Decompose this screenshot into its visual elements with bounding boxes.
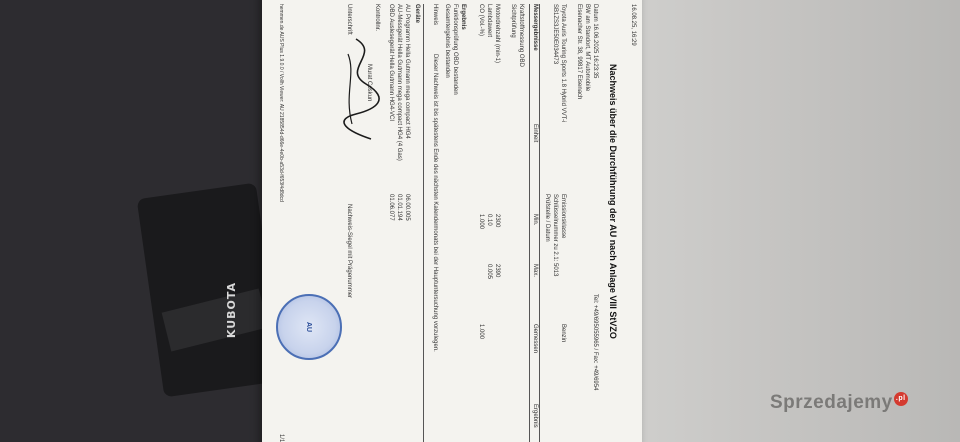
value-co-measured: 1.000: [478, 324, 484, 340]
col-max: Max.: [532, 264, 538, 278]
kubota-logo: KUBOTA: [225, 281, 238, 339]
row-sichtpruefung: Sichtprüfung: [510, 4, 516, 38]
document-title: Nachweis über die Durchführung der AU nach Anlage VIII StVZO: [608, 64, 618, 339]
sprzedajemy-brand: Sprzedajemy: [770, 392, 893, 413]
sprzedajemy-tld: .pl: [894, 392, 908, 406]
row-drehzahl: Motordrehzahl (min-1): [494, 4, 500, 64]
geraet-3: OBD Auslesegerät Hella Gutmann HG4-VCI: [388, 4, 394, 122]
row-co: CO (Vol.-%): [478, 4, 484, 37]
value-lambda-max: 0.005: [486, 264, 492, 280]
row-hinweis-text: Dieser Nachweis ist bis spätestens Ende des nächsten Kalendermonats bei der Hauptuntersuchung vorzulegen.: [432, 54, 438, 352]
handwritten-signature: [336, 34, 386, 144]
row-hinweis-label: Hinweis: [432, 4, 438, 26]
document-datum: Datum 16.06.2025 16:23:35: [592, 4, 598, 79]
col-min: Min.: [532, 214, 538, 226]
pruefer-name: Murat Coskun: [366, 64, 372, 102]
pruefstelle: Prüfstelle / Datum: [544, 194, 550, 242]
document-footer: hemmen.de AUS Plus 1.9.0.0 / Vollh Viewer: AU 2185854d-d66e-4e0b-a53d-f653f4d8dcd: [278, 4, 284, 202]
header-rule: [539, 4, 540, 442]
page-number: 1/1: [278, 434, 284, 442]
au-seal-text: AU: [305, 321, 313, 333]
row-lambda: Lambdawert: [486, 4, 492, 38]
geraete-title: Geräte: [414, 4, 420, 24]
row-gesamt-bestanden: Gesamtergebnis bestanden: [444, 4, 450, 78]
row-kraftstoff: Kraftstoffmessung OBD: [518, 4, 524, 67]
value-co-min: 1.000: [478, 214, 484, 230]
vehicle-fin: SB1ZS3JE50E034473: [552, 4, 558, 65]
vehicle-model: Toyota Auris Touring Sports 1.8 Hybrid VVT-i: [560, 4, 566, 123]
company-name: BW am Standort, MT Automobile: [584, 4, 590, 92]
unterschrift-label: Unterschrift: [346, 4, 352, 35]
print-date: 16.08.25, 16:29: [630, 4, 636, 46]
value-max-rpm: 2390: [494, 264, 500, 278]
fuel-type: Benzin: [560, 324, 566, 343]
geraete-rule: [423, 4, 424, 442]
geraet-2: AU-Messgerät Hella Gutmann mega compact HG4 (4 Gas): [396, 4, 402, 161]
kontrollnr-label: Kontrollnr.: [374, 4, 380, 32]
au-certificate-paper: [262, 0, 642, 442]
col-ergebnis: Ergebnis: [532, 404, 538, 428]
company-address: Eisenacher Str. 38, 99817 Eisenach: [576, 4, 582, 100]
emission-class: Emissionsklasse: [560, 194, 566, 239]
sprzedajemy-logo: [770, 392, 908, 414]
serien-3: 01.06.077: [388, 194, 394, 221]
siegel-label: Nachweis-Siegel mit Prägenummer: [346, 204, 352, 299]
serien-2: 01.01.194: [396, 194, 402, 221]
geraet-1: AU Programm Hella Gutmann mega compact HG4: [404, 4, 410, 139]
row-obd-bestanden: Funktionsprüfung OBD bestanden: [452, 4, 458, 95]
col-gemessen: Gemessen: [532, 324, 538, 354]
value-lambda-min: 0.10: [486, 214, 492, 226]
key-number: Schlüsselnummer zu 2.1: 5013: [552, 194, 558, 277]
col-einheit: Einheit: [532, 124, 538, 143]
serien-1: 06.00.005: [404, 194, 410, 221]
value-min-rpm: 2300: [494, 214, 500, 228]
au-seal-sticker: [276, 294, 342, 360]
row-ergebnis: Ergebnis: [460, 4, 466, 30]
col-messergebnisse: Messergebnisse: [532, 4, 538, 51]
company-phone: Tel: +49/695055965 / Fax: +49/6954: [592, 294, 598, 391]
header-rule-bottom: [529, 4, 530, 442]
au-certificate-sheet: [262, 0, 642, 442]
